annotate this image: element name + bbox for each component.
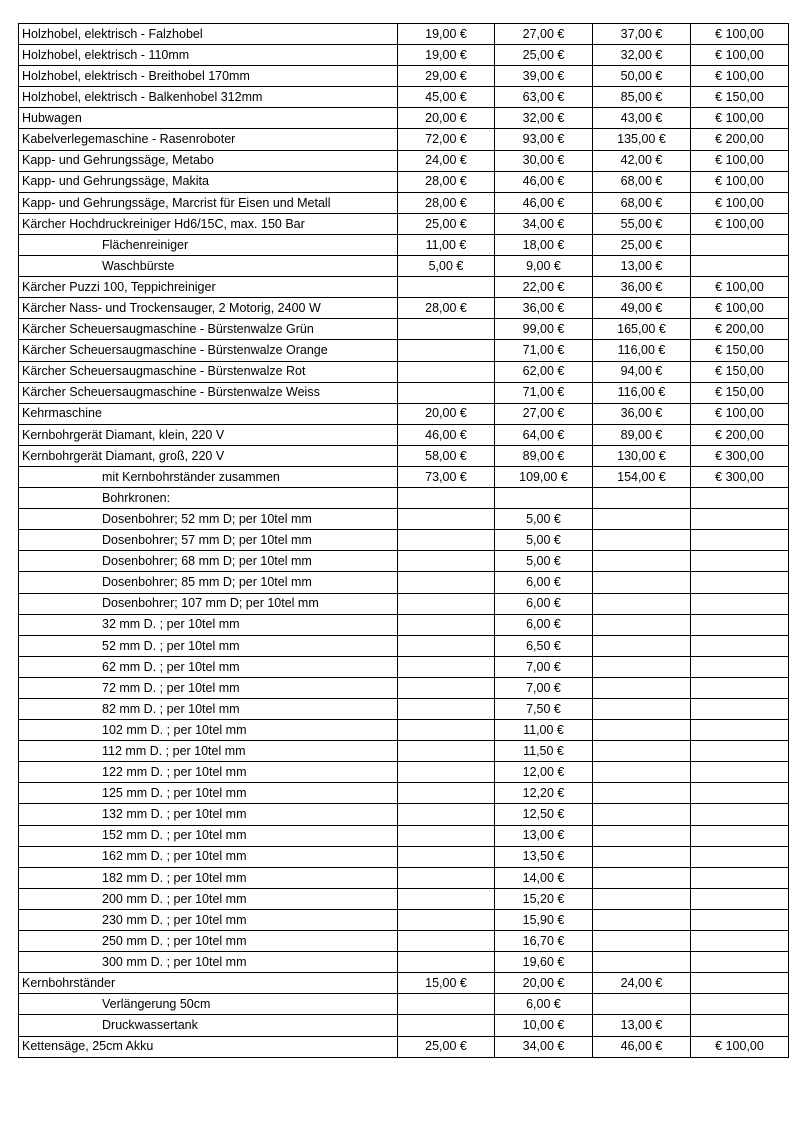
item-name-cell: 32 mm D. ; per 10tel mm — [19, 614, 398, 635]
price-cell-col2: 11,50 € — [495, 741, 593, 762]
price-cell-col3 — [593, 931, 691, 952]
price-cell-col2: 39,00 € — [495, 66, 593, 87]
deposit-cell: € 200,00 — [691, 319, 789, 340]
item-name-cell: mit Kernbohrständer zusammen — [19, 466, 398, 487]
table-row — [19, 656, 789, 677]
deposit-cell — [691, 846, 789, 867]
deposit-cell — [691, 931, 789, 952]
price-cell-col1: 5,00 € — [398, 256, 495, 277]
price-cell-col1 — [398, 720, 495, 741]
price-cell-col1: 25,00 € — [398, 1036, 495, 1057]
price-cell-col1 — [398, 656, 495, 677]
price-cell-col2: 7,00 € — [495, 656, 593, 677]
deposit-cell: € 100,00 — [691, 192, 789, 213]
deposit-cell — [691, 783, 789, 804]
item-name-cell: Kärcher Nass- und Trockensauger, 2 Motorig, 2400 W — [19, 298, 398, 319]
price-cell-col3 — [593, 825, 691, 846]
table-row — [19, 973, 789, 994]
price-cell-col1 — [398, 635, 495, 656]
price-cell-col3: 25,00 € — [593, 234, 691, 255]
item-name-cell: 250 mm D. ; per 10tel mm — [19, 931, 398, 952]
price-cell-col2: 6,50 € — [495, 635, 593, 656]
price-cell-col2: 5,00 € — [495, 530, 593, 551]
deposit-cell: € 100,00 — [691, 171, 789, 192]
table-row — [19, 994, 789, 1015]
table-row — [19, 762, 789, 783]
deposit-cell — [691, 656, 789, 677]
deposit-cell — [691, 888, 789, 909]
price-cell-col2: 62,00 € — [495, 361, 593, 382]
item-name-cell: Kärcher Scheuersaugmaschine - Bürstenwalze Rot — [19, 361, 398, 382]
price-cell-col1: 45,00 € — [398, 87, 495, 108]
deposit-cell — [691, 234, 789, 255]
price-cell-col2: 34,00 € — [495, 1036, 593, 1057]
table-row — [19, 382, 789, 403]
item-name-cell: Kärcher Puzzi 100, Teppichreiniger — [19, 277, 398, 298]
price-cell-col1 — [398, 846, 495, 867]
deposit-cell: € 100,00 — [691, 24, 789, 45]
price-table — [18, 23, 789, 1058]
price-cell-col2: 46,00 € — [495, 171, 593, 192]
price-cell-col2: 13,00 € — [495, 825, 593, 846]
price-cell-col3 — [593, 488, 691, 509]
item-name-cell: Kärcher Scheuersaugmaschine - Bürstenwalze Orange — [19, 340, 398, 361]
item-name-cell: 152 mm D. ; per 10tel mm — [19, 825, 398, 846]
item-name-cell: 162 mm D. ; per 10tel mm — [19, 846, 398, 867]
price-cell-col3 — [593, 614, 691, 635]
deposit-cell — [691, 699, 789, 720]
deposit-cell: € 150,00 — [691, 361, 789, 382]
deposit-cell — [691, 804, 789, 825]
price-cell-col3: 36,00 € — [593, 277, 691, 298]
item-name-cell: Dosenbohrer; 68 mm D; per 10tel mm — [19, 551, 398, 572]
price-cell-col1 — [398, 593, 495, 614]
deposit-cell: € 200,00 — [691, 129, 789, 150]
price-cell-col1 — [398, 888, 495, 909]
price-cell-col1: 20,00 € — [398, 108, 495, 129]
item-name-cell: Dosenbohrer; 57 mm D; per 10tel mm — [19, 530, 398, 551]
price-cell-col2: 6,00 € — [495, 994, 593, 1015]
price-cell-col1 — [398, 762, 495, 783]
price-cell-col3 — [593, 551, 691, 572]
table-row — [19, 256, 789, 277]
price-cell-col2: 10,00 € — [495, 1015, 593, 1036]
table-row — [19, 171, 789, 192]
item-name-cell: 72 mm D. ; per 10tel mm — [19, 677, 398, 698]
item-name-cell: Dosenbohrer; 107 mm D; per 10tel mm — [19, 593, 398, 614]
deposit-cell — [691, 825, 789, 846]
table-row — [19, 593, 789, 614]
table-row — [19, 361, 789, 382]
price-cell-col1 — [398, 909, 495, 930]
table-row — [19, 1015, 789, 1036]
price-cell-col2: 20,00 € — [495, 973, 593, 994]
item-name-cell: Kärcher Scheuersaugmaschine - Bürstenwalze Weiss — [19, 382, 398, 403]
table-row — [19, 720, 789, 741]
table-row — [19, 150, 789, 171]
price-cell-col3: 46,00 € — [593, 1036, 691, 1057]
price-cell-col1: 29,00 € — [398, 66, 495, 87]
price-cell-col1: 28,00 € — [398, 171, 495, 192]
price-cell-col3: 37,00 € — [593, 24, 691, 45]
item-name-cell: Dosenbohrer; 85 mm D; per 10tel mm — [19, 572, 398, 593]
price-cell-col3 — [593, 699, 691, 720]
deposit-cell — [691, 867, 789, 888]
deposit-cell — [691, 593, 789, 614]
price-cell-col3 — [593, 909, 691, 930]
table-row — [19, 530, 789, 551]
deposit-cell — [691, 720, 789, 741]
deposit-cell: € 150,00 — [691, 87, 789, 108]
price-cell-col3 — [593, 509, 691, 530]
price-cell-col1 — [398, 572, 495, 593]
deposit-cell — [691, 635, 789, 656]
deposit-cell — [691, 677, 789, 698]
deposit-cell — [691, 762, 789, 783]
deposit-cell — [691, 551, 789, 572]
price-cell-col3 — [593, 952, 691, 973]
item-name-cell: Holzhobel, elektrisch - Falzhobel — [19, 24, 398, 45]
deposit-cell — [691, 973, 789, 994]
deposit-cell — [691, 488, 789, 509]
price-cell-col3 — [593, 593, 691, 614]
deposit-cell — [691, 909, 789, 930]
price-cell-col3 — [593, 656, 691, 677]
price-cell-col2: 12,50 € — [495, 804, 593, 825]
price-cell-col1 — [398, 867, 495, 888]
item-name-cell: Holzhobel, elektrisch - Balkenhobel 312mm — [19, 87, 398, 108]
deposit-cell — [691, 572, 789, 593]
deposit-cell: € 300,00 — [691, 445, 789, 466]
item-name-cell: Kehrmaschine — [19, 403, 398, 424]
item-name-cell: Dosenbohrer; 52 mm D; per 10tel mm — [19, 509, 398, 530]
table-row — [19, 551, 789, 572]
table-row — [19, 319, 789, 340]
deposit-cell: € 100,00 — [691, 213, 789, 234]
price-cell-col2: 27,00 € — [495, 24, 593, 45]
deposit-cell — [691, 614, 789, 635]
price-cell-col2: 18,00 € — [495, 234, 593, 255]
deposit-cell: € 100,00 — [691, 66, 789, 87]
price-cell-col2: 63,00 € — [495, 87, 593, 108]
table-row — [19, 87, 789, 108]
table-row — [19, 867, 789, 888]
deposit-cell — [691, 509, 789, 530]
item-name-cell: 62 mm D. ; per 10tel mm — [19, 656, 398, 677]
item-name-cell: 200 mm D. ; per 10tel mm — [19, 888, 398, 909]
table-row — [19, 804, 789, 825]
price-cell-col1: 15,00 € — [398, 973, 495, 994]
price-cell-col3: 24,00 € — [593, 973, 691, 994]
item-name-cell: Kernbohrgerät Diamant, groß, 220 V — [19, 445, 398, 466]
price-cell-col3: 36,00 € — [593, 403, 691, 424]
price-cell-col1: 72,00 € — [398, 129, 495, 150]
deposit-cell: € 100,00 — [691, 150, 789, 171]
price-cell-col1 — [398, 952, 495, 973]
price-cell-col2: 6,00 € — [495, 572, 593, 593]
deposit-cell: € 100,00 — [691, 403, 789, 424]
price-cell-col2: 89,00 € — [495, 445, 593, 466]
price-cell-col2: 9,00 € — [495, 256, 593, 277]
item-name-cell: Druckwassertank — [19, 1015, 398, 1036]
price-cell-col2 — [495, 488, 593, 509]
price-cell-col3 — [593, 846, 691, 867]
price-cell-col3: 165,00 € — [593, 319, 691, 340]
item-name-cell: Hubwagen — [19, 108, 398, 129]
price-cell-col2: 71,00 € — [495, 382, 593, 403]
price-cell-col1: 20,00 € — [398, 403, 495, 424]
price-cell-col1 — [398, 994, 495, 1015]
price-cell-col3: 94,00 € — [593, 361, 691, 382]
price-cell-col2: 12,00 € — [495, 762, 593, 783]
table-row — [19, 931, 789, 952]
item-name-cell: 82 mm D. ; per 10tel mm — [19, 699, 398, 720]
price-cell-col3: 68,00 € — [593, 171, 691, 192]
price-cell-col1 — [398, 509, 495, 530]
price-cell-col3: 154,00 € — [593, 466, 691, 487]
price-cell-col1: 73,00 € — [398, 466, 495, 487]
price-cell-col3: 89,00 € — [593, 424, 691, 445]
item-name-cell: Kettensäge, 25cm Akku — [19, 1036, 398, 1057]
deposit-cell: € 150,00 — [691, 382, 789, 403]
price-cell-col2: 25,00 € — [495, 45, 593, 66]
table-row — [19, 445, 789, 466]
price-cell-col1 — [398, 783, 495, 804]
price-cell-col2: 99,00 € — [495, 319, 593, 340]
item-name-cell: 182 mm D. ; per 10tel mm — [19, 867, 398, 888]
price-cell-col2: 6,00 € — [495, 593, 593, 614]
price-cell-col3 — [593, 720, 691, 741]
deposit-cell: € 100,00 — [691, 108, 789, 129]
item-name-cell: Kärcher Scheuersaugmaschine - Bürstenwalze Grün — [19, 319, 398, 340]
table-row — [19, 783, 789, 804]
price-cell-col2: 15,90 € — [495, 909, 593, 930]
table-row — [19, 699, 789, 720]
table-row — [19, 234, 789, 255]
item-name-cell: 132 mm D. ; per 10tel mm — [19, 804, 398, 825]
table-row — [19, 488, 789, 509]
item-name-cell: Flächenreiniger — [19, 234, 398, 255]
price-cell-col1: 58,00 € — [398, 445, 495, 466]
price-cell-col3: 130,00 € — [593, 445, 691, 466]
table-row — [19, 298, 789, 319]
price-cell-col2: 22,00 € — [495, 277, 593, 298]
table-row — [19, 572, 789, 593]
price-cell-col2: 11,00 € — [495, 720, 593, 741]
item-name-cell: Bohrkronen: — [19, 488, 398, 509]
table-row — [19, 677, 789, 698]
table-row — [19, 340, 789, 361]
price-cell-col1: 24,00 € — [398, 150, 495, 171]
price-cell-col2: 64,00 € — [495, 424, 593, 445]
deposit-cell — [691, 1015, 789, 1036]
price-cell-col1 — [398, 277, 495, 298]
table-row — [19, 277, 789, 298]
price-cell-col1 — [398, 741, 495, 762]
price-cell-col3 — [593, 804, 691, 825]
table-row — [19, 45, 789, 66]
price-cell-col2: 93,00 € — [495, 129, 593, 150]
deposit-cell: € 100,00 — [691, 45, 789, 66]
price-cell-col1: 19,00 € — [398, 45, 495, 66]
table-row — [19, 741, 789, 762]
deposit-cell: € 100,00 — [691, 1036, 789, 1057]
item-name-cell: Waschbürste — [19, 256, 398, 277]
table-row — [19, 213, 789, 234]
price-cell-col2: 7,50 € — [495, 699, 593, 720]
price-cell-col1 — [398, 551, 495, 572]
price-cell-col2: 27,00 € — [495, 403, 593, 424]
price-cell-col1: 46,00 € — [398, 424, 495, 445]
price-cell-col2: 7,00 € — [495, 677, 593, 698]
price-cell-col1 — [398, 530, 495, 551]
item-name-cell: 122 mm D. ; per 10tel mm — [19, 762, 398, 783]
price-cell-col3 — [593, 867, 691, 888]
price-cell-col3: 116,00 € — [593, 382, 691, 403]
price-cell-col2: 14,00 € — [495, 867, 593, 888]
item-name-cell: 102 mm D. ; per 10tel mm — [19, 720, 398, 741]
price-cell-col3 — [593, 888, 691, 909]
price-cell-col1 — [398, 931, 495, 952]
table-row — [19, 129, 789, 150]
price-cell-col2: 30,00 € — [495, 150, 593, 171]
price-cell-col1 — [398, 677, 495, 698]
deposit-cell: € 300,00 — [691, 466, 789, 487]
price-cell-col3 — [593, 677, 691, 698]
price-cell-col1 — [398, 825, 495, 846]
table-row — [19, 952, 789, 973]
price-cell-col1: 28,00 € — [398, 192, 495, 213]
deposit-cell — [691, 952, 789, 973]
price-cell-col2: 19,60 € — [495, 952, 593, 973]
price-cell-col3 — [593, 741, 691, 762]
price-cell-col2: 109,00 € — [495, 466, 593, 487]
table-row — [19, 192, 789, 213]
table-row — [19, 424, 789, 445]
deposit-cell — [691, 530, 789, 551]
price-cell-col1 — [398, 614, 495, 635]
price-cell-col3: 55,00 € — [593, 213, 691, 234]
table-row — [19, 466, 789, 487]
price-cell-col2: 16,70 € — [495, 931, 593, 952]
deposit-cell: € 200,00 — [691, 424, 789, 445]
deposit-cell — [691, 741, 789, 762]
price-cell-col2: 32,00 € — [495, 108, 593, 129]
table-row — [19, 24, 789, 45]
price-cell-col3: 43,00 € — [593, 108, 691, 129]
item-name-cell: 112 mm D. ; per 10tel mm — [19, 741, 398, 762]
price-cell-col3: 85,00 € — [593, 87, 691, 108]
price-cell-col2: 36,00 € — [495, 298, 593, 319]
price-cell-col1 — [398, 804, 495, 825]
price-cell-col1 — [398, 319, 495, 340]
price-cell-col2: 34,00 € — [495, 213, 593, 234]
price-cell-col2: 12,20 € — [495, 783, 593, 804]
price-cell-col3: 13,00 € — [593, 256, 691, 277]
deposit-cell: € 150,00 — [691, 340, 789, 361]
table-row — [19, 403, 789, 424]
price-cell-col3 — [593, 530, 691, 551]
price-cell-col1: 19,00 € — [398, 24, 495, 45]
price-cell-col3 — [593, 994, 691, 1015]
price-cell-col3 — [593, 783, 691, 804]
price-cell-col3: 13,00 € — [593, 1015, 691, 1036]
price-cell-col2: 46,00 € — [495, 192, 593, 213]
price-cell-col3: 42,00 € — [593, 150, 691, 171]
table-row — [19, 509, 789, 530]
price-cell-col1: 25,00 € — [398, 213, 495, 234]
deposit-cell — [691, 994, 789, 1015]
price-cell-col1 — [398, 699, 495, 720]
deposit-cell: € 100,00 — [691, 277, 789, 298]
item-name-cell: 125 mm D. ; per 10tel mm — [19, 783, 398, 804]
price-cell-col1: 11,00 € — [398, 234, 495, 255]
item-name-cell: Kärcher Hochdruckreiniger Hd6/15C, max. 150 Bar — [19, 213, 398, 234]
price-cell-col3: 32,00 € — [593, 45, 691, 66]
price-cell-col3: 68,00 € — [593, 192, 691, 213]
item-name-cell: 230 mm D. ; per 10tel mm — [19, 909, 398, 930]
price-cell-col3 — [593, 762, 691, 783]
price-cell-col1: 28,00 € — [398, 298, 495, 319]
table-row — [19, 888, 789, 909]
item-name-cell: Kabelverlegemaschine - Rasenroboter — [19, 129, 398, 150]
price-cell-col2: 71,00 € — [495, 340, 593, 361]
item-name-cell: Kernbohrgerät Diamant, klein, 220 V — [19, 424, 398, 445]
price-cell-col2: 6,00 € — [495, 614, 593, 635]
price-cell-col1 — [398, 340, 495, 361]
price-cell-col2: 15,20 € — [495, 888, 593, 909]
price-cell-col1 — [398, 382, 495, 403]
item-name-cell: Kapp- und Gehrungssäge, Makita — [19, 171, 398, 192]
price-table-body — [19, 24, 789, 1058]
item-name-cell: Kapp- und Gehrungssäge, Metabo — [19, 150, 398, 171]
deposit-cell — [691, 256, 789, 277]
price-cell-col2: 13,50 € — [495, 846, 593, 867]
table-row — [19, 846, 789, 867]
table-row — [19, 66, 789, 87]
table-row — [19, 1036, 789, 1057]
price-cell-col2: 5,00 € — [495, 551, 593, 572]
price-cell-col1 — [398, 361, 495, 382]
deposit-cell: € 100,00 — [691, 298, 789, 319]
item-name-cell: 52 mm D. ; per 10tel mm — [19, 635, 398, 656]
price-cell-col2: 5,00 € — [495, 509, 593, 530]
table-row — [19, 614, 789, 635]
item-name-cell: Verlängerung 50cm — [19, 994, 398, 1015]
table-row — [19, 108, 789, 129]
table-row — [19, 909, 789, 930]
item-name-cell: Kernbohrständer — [19, 973, 398, 994]
price-cell-col3: 116,00 € — [593, 340, 691, 361]
price-cell-col1 — [398, 1015, 495, 1036]
item-name-cell: Holzhobel, elektrisch - 110mm — [19, 45, 398, 66]
price-cell-col1 — [398, 488, 495, 509]
price-cell-col3: 135,00 € — [593, 129, 691, 150]
price-cell-col3: 50,00 € — [593, 66, 691, 87]
table-row — [19, 635, 789, 656]
item-name-cell: Kapp- und Gehrungssäge, Marcrist für Eisen und Metall — [19, 192, 398, 213]
item-name-cell: 300 mm D. ; per 10tel mm — [19, 952, 398, 973]
price-cell-col3 — [593, 635, 691, 656]
item-name-cell: Holzhobel, elektrisch - Breithobel 170mm — [19, 66, 398, 87]
table-row — [19, 825, 789, 846]
price-cell-col3: 49,00 € — [593, 298, 691, 319]
price-cell-col3 — [593, 572, 691, 593]
